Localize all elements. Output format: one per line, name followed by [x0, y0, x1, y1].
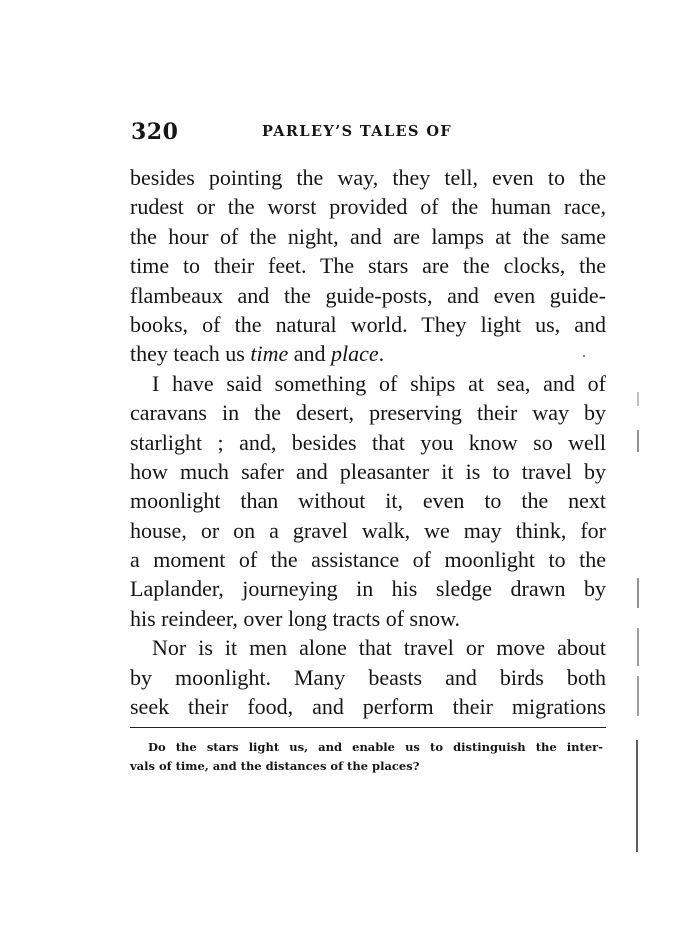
text-line: starlight ; and, besides that you know so well	[130, 429, 606, 455]
scan-edge-mark	[637, 430, 639, 452]
scan-dot	[583, 355, 585, 357]
text-line: house, or on a gravel walk, we may think, for	[130, 517, 606, 543]
text-line: Laplander, journeying in his sledge drawn by	[130, 576, 606, 602]
text-line: time to their feet. The stars are the clocks, the	[130, 253, 606, 279]
text-line: his reindeer, over long tracts of snow.	[130, 605, 461, 631]
paragraph-start-line: I have said something of ships at sea, and of	[152, 370, 606, 396]
footnote-line: Do the stars light us, and enable us to distinguish the inter-	[148, 740, 603, 754]
text-line: a moment of the assistance of moonlight to the	[130, 547, 606, 573]
italic-term-time: time	[250, 341, 289, 367]
footnote-divider	[130, 727, 606, 728]
scan-edge-mark	[637, 628, 639, 666]
text-line: besides pointing the way, they tell, even to the	[130, 165, 606, 190]
text-line: books, of the natural world. They light us, and	[130, 311, 606, 337]
text-fragment: .	[378, 341, 385, 367]
body-text	[130, 163, 606, 721]
scan-edge-mark	[636, 740, 638, 852]
text-line: flambeaux and the guide-posts, and even guide-	[130, 282, 606, 308]
footnote-line: vals of time, and the distances of the places?	[130, 759, 420, 773]
text-line: seek their food, and perform their migrations	[130, 694, 606, 720]
text-fragment: and	[288, 341, 332, 367]
scan-edge-mark	[637, 578, 639, 608]
footnote	[130, 738, 603, 776]
text-line-italic-terms	[130, 339, 606, 368]
text-fragment: they teach us	[130, 341, 251, 367]
scan-edge-mark	[637, 392, 639, 406]
scan-edge-mark	[637, 676, 639, 716]
text-line: moonlight than without it, even to the next	[130, 488, 606, 514]
text-line: rudest or the worst provided of the human race,	[130, 194, 606, 220]
running-title: PARLEY’S TALES OF	[262, 123, 453, 140]
text-line: how much safer and pleasanter it is to travel by	[130, 458, 606, 484]
text-line: the hour of the night, and are lamps at the same	[130, 223, 606, 249]
text-line: by moonlight. Many beasts and birds both	[130, 664, 606, 690]
text-line: caravans in the desert, preserving their way by	[130, 400, 606, 426]
paragraph-start-line: Nor is it men alone that travel or move about	[152, 635, 606, 661]
italic-term-place: place	[331, 341, 379, 367]
page-number: 320	[131, 119, 179, 145]
